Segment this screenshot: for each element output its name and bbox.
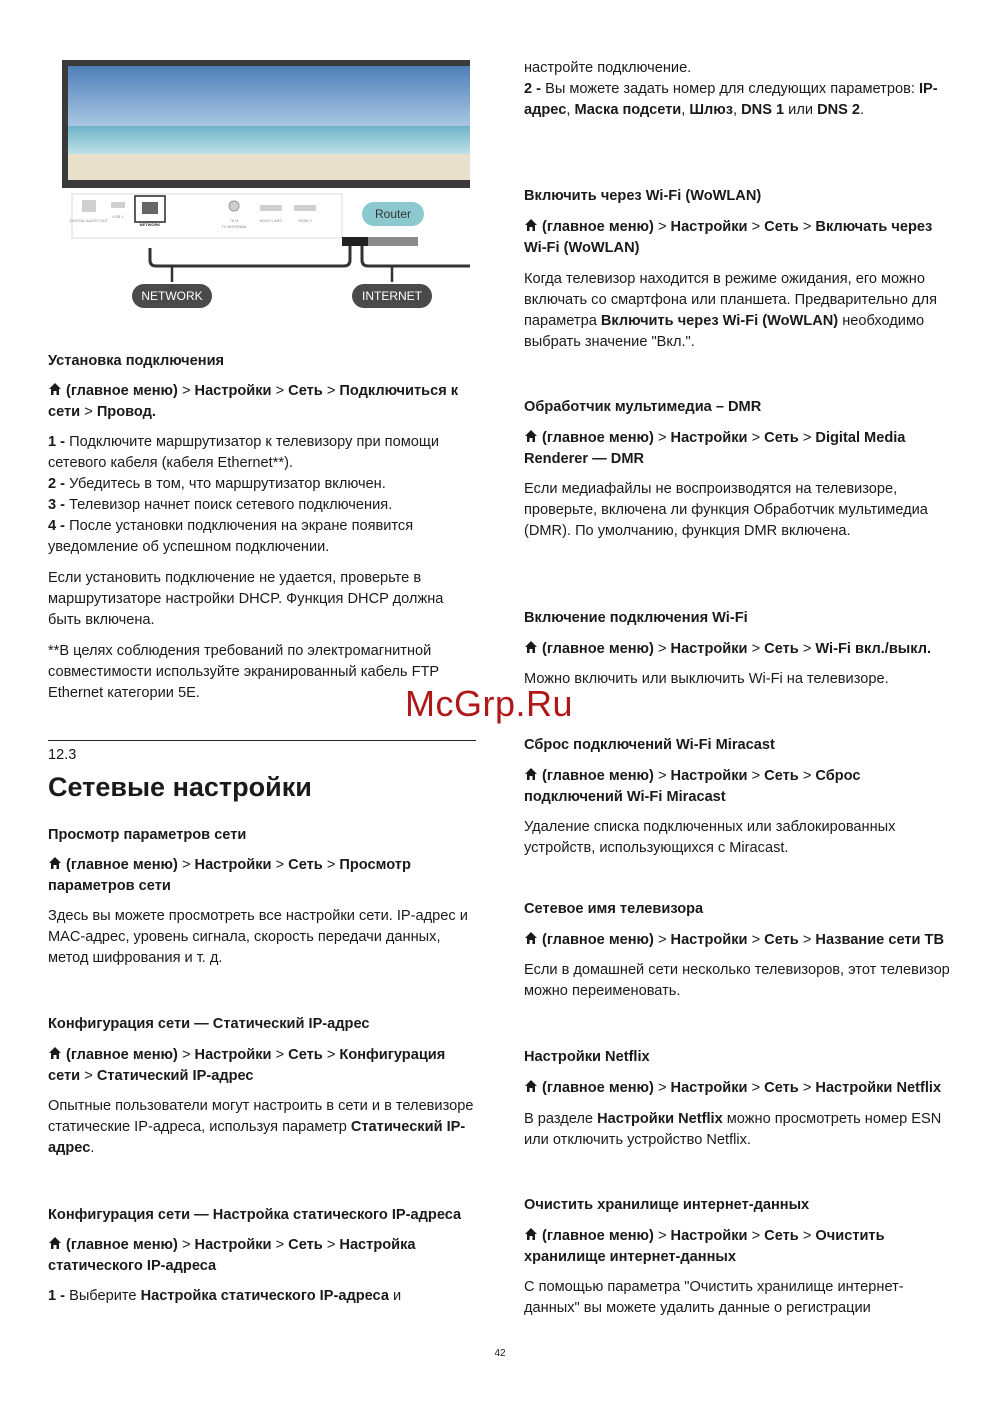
network-connection-illustration [62,60,470,318]
section-number: 12.3 [48,747,77,763]
miracast-text: Удаление списка подключенных или заблокированных устройств, использующихся с Miracast. [524,819,896,856]
staticcfg-nav-path: (главное меню) > Настройки > Сеть > Настройка статического IP-адреса [48,1237,416,1274]
tv-screen-sky [68,66,470,126]
port-hdmi2 [294,205,316,211]
network-cable [150,246,350,266]
nav-settings: Настройки [194,383,272,399]
cont-text: настройте подключение. 2 - Вы можете задать номер для следующих параметров: IP-адрес, Маска подсети, Шлюз, DNS 1 или DNS 2. [524,60,938,118]
nav-home-label: (главное меню) [66,383,178,399]
nav-sep: > [80,404,97,420]
section-title: Сетевые настройки [48,772,312,802]
home-icon [48,382,62,396]
view-heading: Просмотр параметров сети [48,827,247,843]
router-label: Router [374,207,412,221]
nav-network: Сеть [288,383,323,399]
netflix-heading: Настройки Netflix [524,1049,650,1065]
staticcfg-step: 1 - Выберите Настройка статического IP-адреса и [48,1288,402,1304]
port-label-antenna: TV ANTENNA [221,224,247,229]
port-label-75: 75 Ω [229,218,239,223]
page-number: 42 [494,1348,506,1359]
install-step-4: 4 - После установки подключения на экране появится уведомление об успешном подключении. [48,518,414,555]
internet-cable [362,246,470,266]
home-icon [524,1227,538,1241]
port-label-network: NETWORK [139,222,161,227]
nav-sep: > [271,383,289,399]
home-icon [524,931,538,945]
network-label: NETWORK [141,289,203,303]
static-nav-path: (главное меню) > Настройки > Сеть > Конфигурация сети > Статический IP-адрес [48,1047,446,1084]
install-dhcp-note: Если установить подключение не удается, проверьте в маршрутизаторе настройки DHCP. Функция DHCP должна быть включена. [48,570,444,628]
router-body-light [368,237,418,246]
port-audio [82,200,96,212]
router-body-dark [342,237,368,246]
port-hdmi1 [260,205,282,211]
internet-label: INTERNET [362,289,422,303]
watermark: McGrp.Ru [405,683,574,724]
wifi-nav-path: (главное меню) > Настройки > Сеть > Wi-Fi вкл./выкл. [524,639,954,660]
clear-heading: Очистить хранилище интернет-данных [524,1197,810,1213]
netflix-nav-path: (главное меню) > Настройки > Сеть > Настройки Netflix [524,1078,954,1099]
staticcfg-heading: Конфигурация сети — Настройка статического IP-адреса [48,1207,462,1223]
view-text: Здесь вы можете просмотреть все настройки сети. IP-адрес и MAC-адрес, уровень сигнала, скорость передачи данных, метод шифрования и т. д. [48,908,468,966]
miracast-heading: Сброс подключений Wi-Fi Miracast [524,737,775,753]
port-label-hdmi2: HDMI 2 [298,218,312,223]
port-label-usb: USB 1 [112,214,124,219]
netflix-text: В разделе Настройки Netflix можно просмотреть номер ESN или отключить устройство Netflix. [524,1111,942,1148]
view-nav-path: (главное меню) > Настройки > Сеть > Просмотр параметров сети [48,857,411,894]
port-label-audio: DIGITAL AUDIO OUT [69,218,109,223]
wifi-text: Можно включить или выключить Wi-Fi на телевизоре. [524,671,889,687]
tv-screen-sea [68,126,470,154]
home-icon [524,1079,538,1093]
home-icon [524,640,538,654]
wowlan-heading: Включить через Wi-Fi (WoWLAN) [524,188,762,204]
home-icon [48,1046,62,1060]
install-nav-path [48,381,478,423]
miracast-nav-path: (главное меню) > Настройки > Сеть > Сброс подключений Wi-Fi Miracast [524,768,861,805]
port-usb [111,202,125,208]
static-text: Опытные пользователи могут настроить в сети и в телевизоре статические IP-адреса, используя параметр Статический IP-адрес. [48,1098,474,1156]
install-ftp-note: **В целях соблюдения требований по электромагнитной совместимости используйте экранированный кабель FTP Ethernet категории 5E. [48,643,439,701]
home-icon [48,856,62,870]
tv-router-diagram [62,60,470,318]
nav-wired: Провод. [96,404,156,420]
tv-screen-sand [68,154,470,180]
wowlan-text: Когда телевизор находится в режиме ожидания, его можно включать со смартфона или планшета. Предварительно для параметра Включить через Wi-Fi (WoWLAN) необходимо выбрать значение "Вкл.". [524,271,937,350]
home-icon [524,218,538,232]
home-icon [524,429,538,443]
dmr-nav-path: (главное меню) > Настройки > Сеть > Digital Media Renderer — DMR [524,430,906,467]
install-step-3: 3 - Телевизор начнет поиск сетевого подключения. [48,497,393,513]
clear-text: С помощью параметра "Очистить хранилище интернет-данных" вы можете удалить данные о регистрации [524,1279,904,1316]
nav-connect: Подключиться к сети [48,383,459,420]
port-antenna [229,201,239,211]
wowlan-nav-path: (главное меню) > Настройки > Сеть > Включать через Wi-Fi (WoWLAN) [524,219,933,256]
tvname-heading: Сетевое имя телевизора [524,901,704,917]
tvname-text: Если в домашней сети несколько телевизоров, этот телевизор можно переименовать. [524,962,950,999]
wifi-heading: Включение подключения Wi-Fi [524,610,748,626]
install-step-1: 1 - Подключите маршрутизатор к телевизору при помощи сетевого кабеля (кабеля Ethernet**). [48,434,440,471]
clear-nav-path: (главное меню) > Настройки > Сеть > Очистить хранилище интернет-данных [524,1228,885,1265]
install-step-2: 2 - Убедитесь в том, что маршрутизатор включен. [48,476,386,492]
static-heading: Конфигурация сети — Статический IP-адрес [48,1016,370,1032]
dmr-text: Если медиафайлы не воспроизводятся на телевизоре, проверьте, включена ли функция Обработчик мультимедиа (DMR). По умолчанию, функция DMR включена. [524,481,928,539]
install-steps [48,432,478,558]
nav-sep: > [177,383,195,399]
tvname-nav-path: (главное меню) > Настройки > Сеть > Название сети ТВ [524,930,954,951]
port-network [142,202,158,214]
install-heading: Установка подключения [48,353,225,369]
home-icon [48,1236,62,1250]
dmr-heading: Обработчик мультимедиа – DMR [524,399,762,415]
port-label-hdmi1: HDMI 1 ARC [259,218,283,223]
home-icon [524,767,538,781]
section-rule [48,740,476,741]
nav-sep: > [322,383,340,399]
